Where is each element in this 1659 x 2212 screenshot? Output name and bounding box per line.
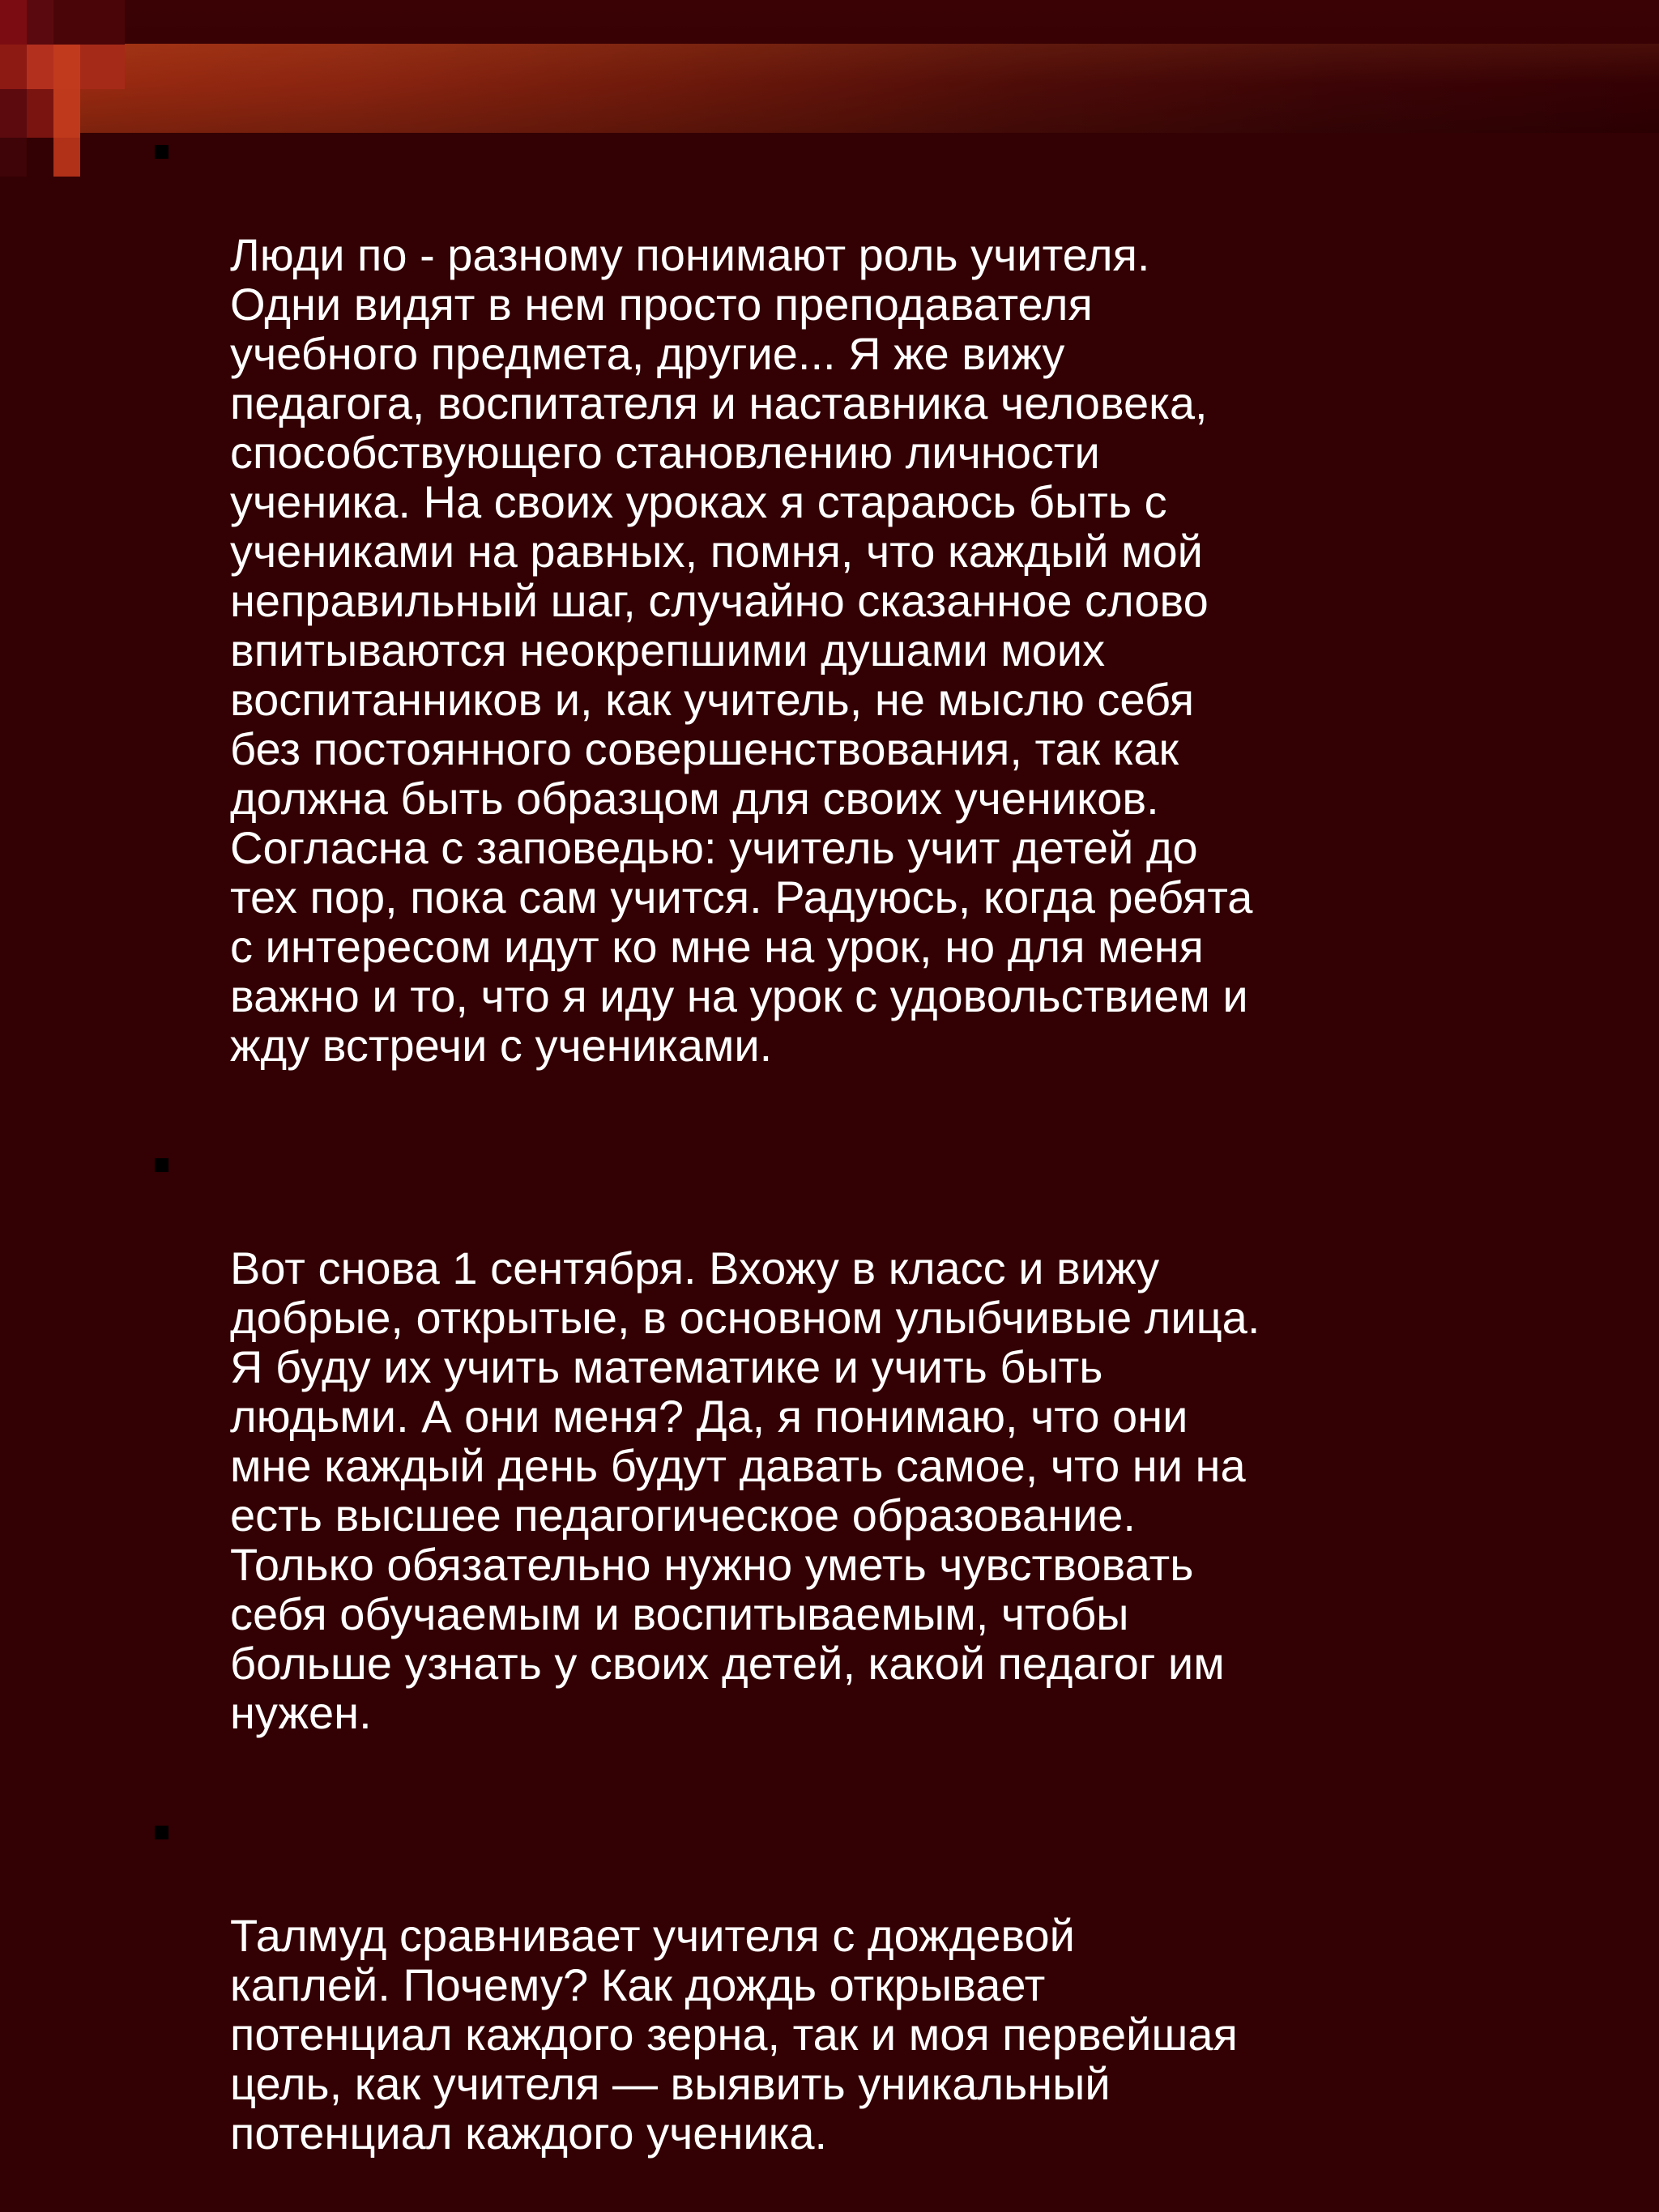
decor-square — [27, 89, 53, 138]
decor-square — [27, 45, 53, 89]
decor-square — [53, 138, 80, 177]
decor-square — [53, 0, 125, 45]
bullet-square-icon — [155, 145, 168, 159]
decor-square — [0, 45, 27, 89]
bullet-item-3 — [146, 1812, 1523, 2158]
decor-square — [0, 138, 27, 177]
decor-square — [53, 89, 80, 138]
bullet-item-1 — [146, 131, 1523, 1070]
bullet-text: Люди по - разному понимают роль учителя. Одни видят в нем просто преподавателя учебного предмета, другие... Я же вижу педагога, воспитателя и наставника человека, способствующего становлению личности ученика. На своих уроках я стараюсь быть с учениками на равных, помня, что каждый мой неправильный шаг, случайно сказанное слово впитываются неокрепшими душами моих воспитанников и, как учитель, не мыслю себя без постоянного совершенствования, так как должна быть образцом для своих учеников. Согласна с заповедью: учитель учит детей до тех пор, пока сам учится. Радуюсь, когда ребята с интересом идут ко мне на урок, но для меня важно и то, что я иду на урок с удовольствием и жду встречи с учениками. — [230, 229, 1253, 1071]
bullet-item-2 — [146, 1144, 1523, 1737]
decor-square — [0, 89, 27, 138]
header-gradient-bar — [57, 44, 1659, 133]
bullet-text: Вот снова 1 сентября. Вхожу в класс и вижу добрые, открытые, в основном улыбчивые лица. Я буду их учить математике и учить быть людьми. А они меня? Да, я понимаю, что они мне каждый день будут давать самое, что ни на есть высшее педагогическое образование. Только обязательно нужно уметь чувствовать себя обучаемым и воспитываемым, чтобы больше узнать у своих детей, какой педагог им нужен. — [230, 1242, 1260, 1738]
decor-square — [27, 0, 53, 45]
decor-square — [80, 45, 125, 89]
decor-square — [0, 0, 27, 45]
bullet-square-icon — [155, 1158, 168, 1172]
decor-square — [53, 45, 80, 89]
bullet-square-icon — [155, 1826, 168, 1839]
bullet-list — [146, 131, 1523, 2158]
bullet-text: Талмуд сравнивает учителя с дождевой каплей. Почему? Как дождь открывает потенциал каждого зерна, так и моя первейшая цель, как учителя — выявить уникальный потенциал каждого ученика. — [230, 1910, 1238, 2159]
